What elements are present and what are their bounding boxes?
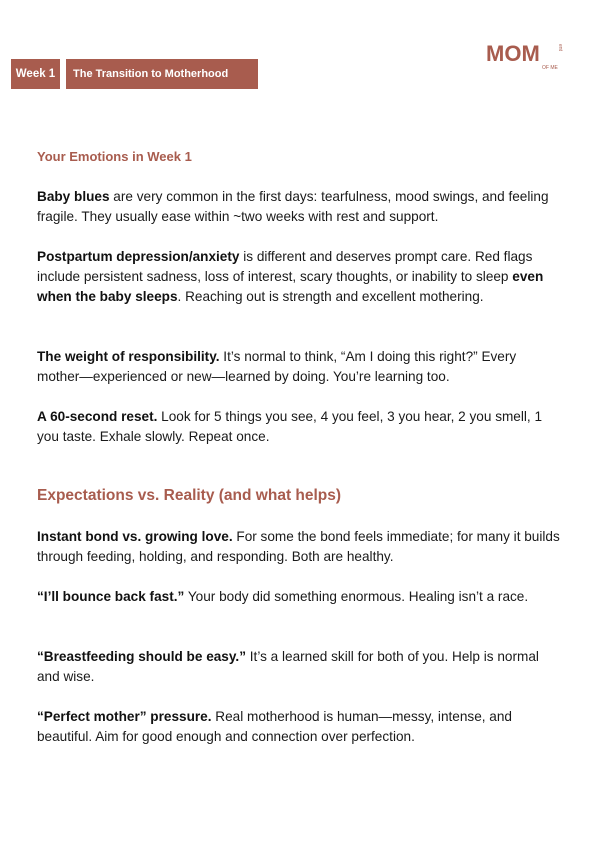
item-text: Your body did something enormous. Healing isn’t a race. xyxy=(184,589,529,604)
item-text: For some the bond feels immediate; for many it builds through feeding, holding, and responding. Both are healthy. xyxy=(37,529,560,564)
header-title: The Transition to Motherhood xyxy=(73,68,229,80)
logo-graphic xyxy=(486,40,566,72)
item-bold: “Breastfeeding should be easy.” xyxy=(37,649,246,664)
item-bold: A 60-second reset. xyxy=(37,409,158,424)
expectations-heading: Expectations vs. Reality (and what helps) xyxy=(37,487,342,504)
emotions-item-ppd xyxy=(37,247,562,307)
item-text: are very common in the first days: tearfulness, mood swings, and feeling fragile. They usually ease within ~two weeks with rest and support. xyxy=(37,189,549,224)
item-text: Look for 5 things you see, 4 you feel, 3 you hear, 2 you smell, 1 you taste. Exhale slowly. Repeat once. xyxy=(37,409,543,444)
logo-text-sub: OF ME xyxy=(542,65,558,71)
emotions-item-reset xyxy=(37,407,562,447)
week-label: Week 1 xyxy=(15,68,56,80)
item-text: is different and deserves prompt care. Red flags include persistent sadness, loss of interest, scary thoughts, or inability to sleep xyxy=(37,249,533,284)
expectations-item-bond xyxy=(37,527,562,567)
item-bold-2: even when the baby sleeps xyxy=(37,269,544,304)
item-bold: The weight of responsibility. xyxy=(37,349,220,364)
emotions-heading: Your Emotions in Week 1 xyxy=(37,149,192,164)
week-tag xyxy=(11,59,60,89)
item-text: It’s normal to think, “Am I doing this right?” Every mother—experienced or new—learned by doing. You’re learning too. xyxy=(37,349,517,384)
item-bold: “Perfect mother” pressure. xyxy=(37,709,212,724)
expectations-item-bounce-back xyxy=(37,587,562,607)
item-bold: Instant bond vs. growing love. xyxy=(37,529,233,544)
item-bold: Baby blues xyxy=(37,189,110,204)
logo-text-vertical: ent xyxy=(557,44,563,51)
expectations-item-perfect-mother xyxy=(37,707,562,747)
item-bold: “I’ll bounce back fast.” xyxy=(37,589,185,604)
logo-text-main: MOM xyxy=(486,41,540,66)
emotions-item-responsibility xyxy=(37,347,562,387)
item-bold: Postpartum depression/anxiety xyxy=(37,249,240,264)
expectations-item-breastfeeding xyxy=(37,647,562,687)
title-tag xyxy=(66,59,258,89)
brand-logo xyxy=(486,40,566,72)
item-text-2: . Reaching out is strength and excellent mothering. xyxy=(177,289,484,304)
emotions-item-baby-blues xyxy=(37,187,562,227)
item-text: It’s a learned skill for both of you. Help is normal and wise. xyxy=(37,649,539,684)
item-text: Real motherhood is human—messy, intense, and beautiful. Aim for good enough and connection over perfection. xyxy=(37,709,512,744)
